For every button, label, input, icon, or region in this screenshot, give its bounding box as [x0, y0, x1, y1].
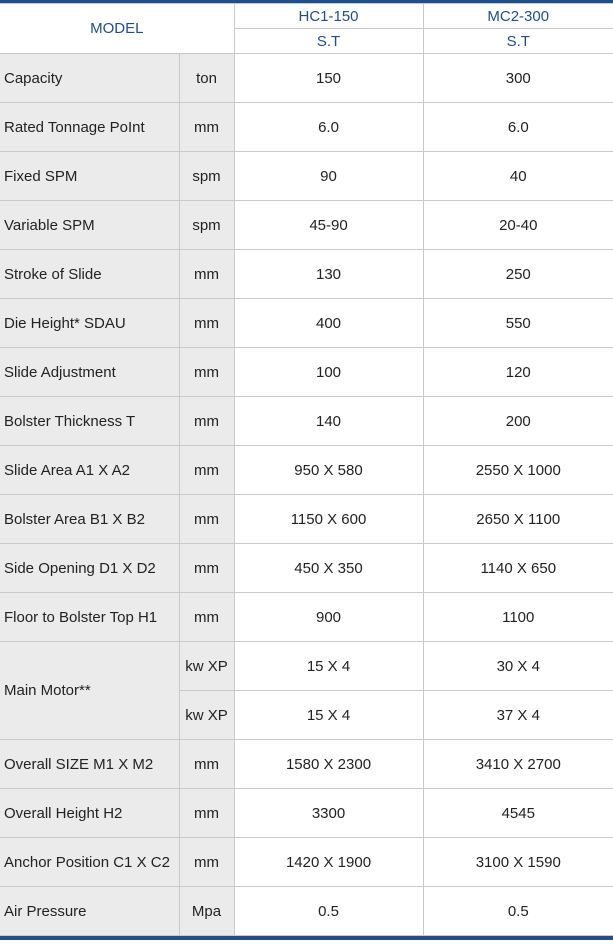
table-row [0, 887, 613, 936]
spec-label: Air Pressure [0, 887, 179, 936]
spec-value-model-2: 40 [423, 152, 613, 201]
spec-unit: Mpa [179, 887, 234, 936]
spec-label: Variable SPM [0, 201, 179, 250]
spec-unit: mm [179, 348, 234, 397]
spec-unit: spm [179, 201, 234, 250]
table-row [0, 593, 613, 642]
spec-value-model-1: 1420 X 1900 [234, 838, 423, 887]
spec-label: Fixed SPM [0, 152, 179, 201]
spec-value-model-2: 1100 [423, 593, 613, 642]
spec-label: Side Opening D1 X D2 [0, 544, 179, 593]
table-row [0, 152, 613, 201]
spec-value-model-2: 20-40 [423, 201, 613, 250]
spec-value-model-2: 2650 X 1100 [423, 495, 613, 544]
spec-unit: spm [179, 152, 234, 201]
spec-unit: mm [179, 544, 234, 593]
table-row [0, 740, 613, 789]
table-row [0, 544, 613, 593]
model-name-1: HC1-150 [234, 4, 423, 29]
spec-label: Anchor Position C1 X C2 [0, 838, 179, 887]
spec-value-model-2: 250 [423, 250, 613, 299]
spec-value-model-1: 3300 [234, 789, 423, 838]
spec-unit: mm [179, 593, 234, 642]
spec-label: Slide Area A1 X A2 [0, 446, 179, 495]
spec-value-model-1: 6.0 [234, 103, 423, 152]
spec-unit: mm [179, 789, 234, 838]
spec-value-model-2: 550 [423, 299, 613, 348]
spec-unit: mm [179, 838, 234, 887]
spec-label: Bolster Thickness T [0, 397, 179, 446]
spec-value-model-1: 1150 X 600 [234, 495, 423, 544]
table-row [0, 250, 613, 299]
spec-value-model-1: 1580 X 2300 [234, 740, 423, 789]
spec-value-model-1: 90 [234, 152, 423, 201]
table-row [0, 397, 613, 446]
spec-value-model-1: 100 [234, 348, 423, 397]
spec-value-model-1: 150 [234, 54, 423, 103]
spec-value-model-1: 15 X 4 [234, 642, 423, 691]
table-row [0, 789, 613, 838]
spec-unit: kw XP [179, 642, 234, 691]
spec-unit: kw XP [179, 691, 234, 740]
spec-unit: mm [179, 397, 234, 446]
spec-unit: mm [179, 103, 234, 152]
table-row [0, 838, 613, 887]
table-row [0, 299, 613, 348]
spec-unit: mm [179, 250, 234, 299]
spec-value-model-2: 200 [423, 397, 613, 446]
spec-value-model-2: 300 [423, 54, 613, 103]
table-row [0, 103, 613, 152]
table-row [0, 54, 613, 103]
spec-unit: ton [179, 54, 234, 103]
spec-label: Main Motor** [0, 642, 179, 740]
table-row [0, 201, 613, 250]
table-row [0, 495, 613, 544]
spec-label: Floor to Bolster Top H1 [0, 593, 179, 642]
spec-unit: mm [179, 299, 234, 348]
spec-value-model-2: 0.5 [423, 887, 613, 936]
spec-value-model-1: 950 X 580 [234, 446, 423, 495]
spec-value-model-1: 450 X 350 [234, 544, 423, 593]
spec-value-model-1: 400 [234, 299, 423, 348]
spec-label: Stroke of Slide [0, 250, 179, 299]
model-type-1: S.T [234, 29, 423, 54]
spec-unit: mm [179, 740, 234, 789]
spec-value-model-1: 140 [234, 397, 423, 446]
header-row-models [0, 4, 613, 29]
spec-value-model-2: 37 X 4 [423, 691, 613, 740]
spec-table [0, 3, 613, 936]
spec-label: Rated Tonnage PoInt [0, 103, 179, 152]
spec-label: Overall Height H2 [0, 789, 179, 838]
table-row [0, 446, 613, 495]
spec-value-model-1: 15 X 4 [234, 691, 423, 740]
spec-value-model-2: 30 X 4 [423, 642, 613, 691]
spec-value-model-2: 3100 X 1590 [423, 838, 613, 887]
spec-value-model-2: 4545 [423, 789, 613, 838]
spec-value-model-2: 6.0 [423, 103, 613, 152]
spec-label: Die Height* SDAU [0, 299, 179, 348]
table-row [0, 642, 613, 691]
table-row [0, 348, 613, 397]
bottom-accent-bar [0, 936, 613, 940]
spec-unit: mm [179, 446, 234, 495]
model-name-2: MC2-300 [423, 4, 613, 29]
model-type-2: S.T [423, 29, 613, 54]
spec-value-model-1: 0.5 [234, 887, 423, 936]
spec-label: Overall SIZE M1 X M2 [0, 740, 179, 789]
spec-value-model-1: 130 [234, 250, 423, 299]
spec-value-model-2: 2550 X 1000 [423, 446, 613, 495]
spec-value-model-2: 120 [423, 348, 613, 397]
spec-label: Bolster Area B1 X B2 [0, 495, 179, 544]
spec-value-model-2: 3410 X 2700 [423, 740, 613, 789]
spec-value-model-1: 900 [234, 593, 423, 642]
spec-label: Capacity [0, 54, 179, 103]
spec-unit: mm [179, 495, 234, 544]
spec-value-model-1: 45-90 [234, 201, 423, 250]
model-header: MODEL [0, 4, 234, 54]
spec-label: Slide Adjustment [0, 348, 179, 397]
spec-value-model-2: 1140 X 650 [423, 544, 613, 593]
